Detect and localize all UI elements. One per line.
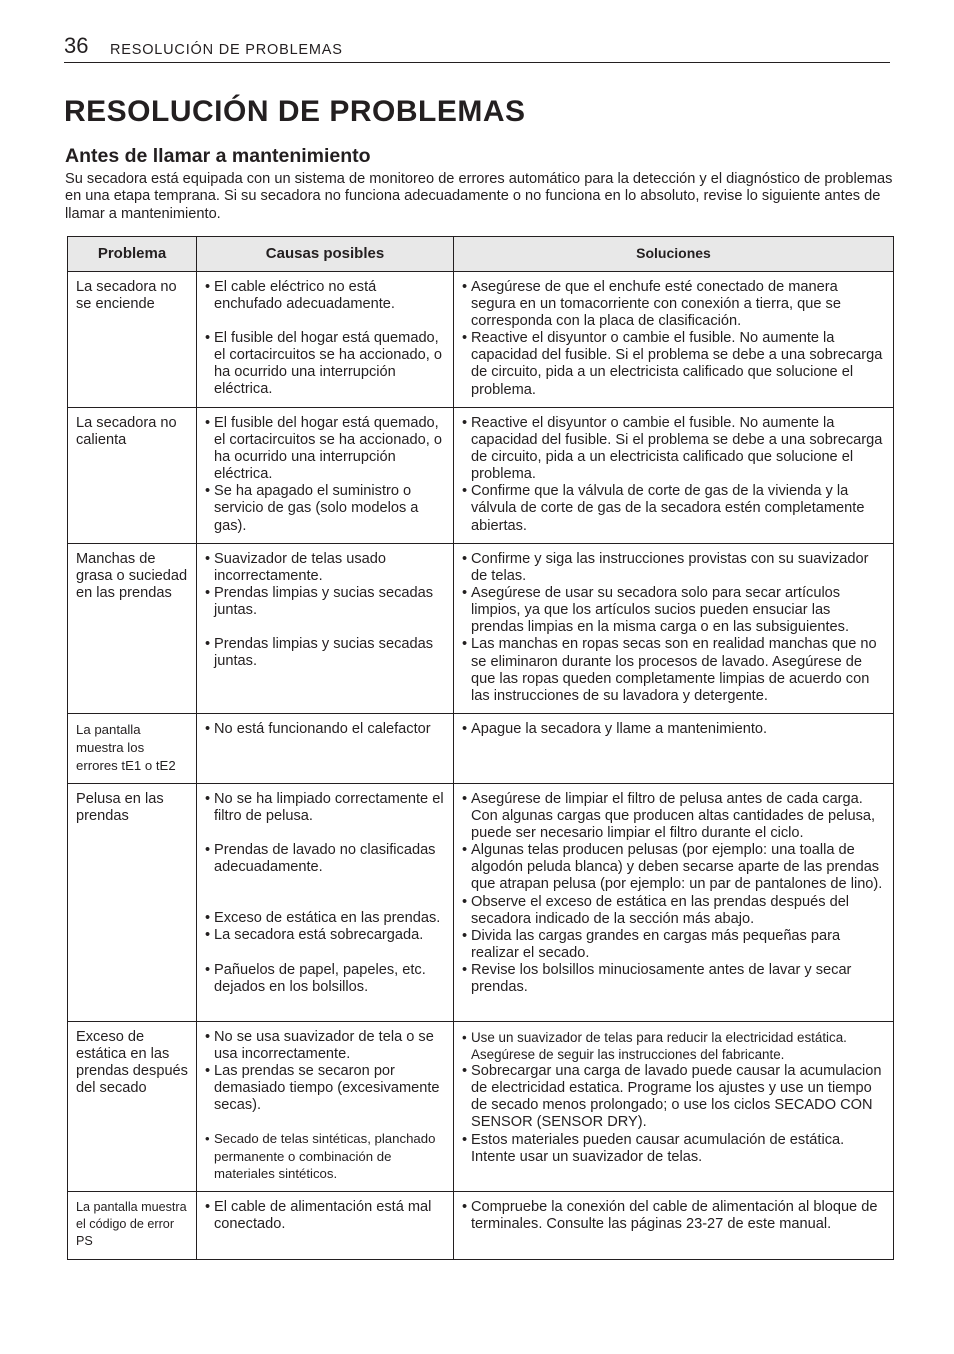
cause-item: • Prendas limpias y sucias secadas juntas.	[205, 636, 445, 670]
cause-item: • El cable eléctrico no está enchufado adecuadamente.	[205, 279, 445, 313]
cause-item: • No está funcionando el calefactor	[205, 721, 445, 738]
solutions-cell	[454, 714, 894, 784]
solutions-cell	[454, 544, 894, 714]
problem-cell: La secadora no se enciende	[68, 272, 197, 408]
solution-item: • Revise los bolsillos minuciosamente antes de lavar y secar prendas.	[462, 962, 885, 996]
cause-item: • No se usa suavizador de tela o se usa incorrectamente.	[205, 1029, 445, 1063]
cause-item: • Exceso de estática en las prendas.	[205, 910, 445, 927]
causes-cell	[197, 408, 454, 544]
table-row	[68, 544, 894, 714]
solution-item: • Confirme que la válvula de corte de gas de la vivienda y la válvula de corte de gas de la secadora estén completamente abiertas.	[462, 483, 885, 534]
table-header-row	[68, 237, 894, 272]
solution-item: • Use un suavizador de telas para reducir la electricidad estática. Asegúrese de seguir las instrucciones del fabricante.	[462, 1029, 885, 1063]
problem-cell: Manchas de grasa o suciedad en las prendas	[68, 544, 197, 714]
column-header-causes: Causas posibles	[197, 237, 454, 272]
cause-item: • Prendas de lavado no clasificadas adecuadamente.	[205, 842, 445, 876]
causes-cell	[197, 784, 454, 1022]
cause-item: • El fusible del hogar está quemado, el cortacircuitos se ha accionado, o ha ocurrido una interrupción eléctrica.	[205, 415, 445, 483]
page-title: RESOLUCIÓN DE PROBLEMAS	[64, 95, 526, 128]
cause-item: • El cable de alimentación está mal conectado.	[205, 1199, 445, 1233]
solution-item: • Algunas telas producen pelusas (por ejemplo: una toalla de algodón peluda blanca) y deben secarse aparte de las prendas que atrapan pelusa (por ejemplo: un par de pantalones de lino).	[462, 842, 885, 893]
cause-item: • Prendas limpias y sucias secadas juntas.	[205, 585, 445, 619]
running-title: RESOLUCIÓN DE PROBLEMAS	[110, 42, 343, 58]
solution-item: • Asegúrese de que el enchufe esté conectado de manera segura en un tomacorriente con conexión a tierra, que se corresponda con la placa de clasificación.	[462, 279, 885, 330]
solutions-cell	[454, 1022, 894, 1192]
troubleshooting-table	[67, 236, 894, 1260]
solutions-cell	[454, 784, 894, 1022]
causes-cell	[197, 272, 454, 408]
solution-item: • Asegúrese de limpiar el filtro de pelusa antes de cada carga. Con algunas cargas que producen altas cantidades de pelusa, puede ser necesario limpiar el filtro durante el ciclo.	[462, 791, 885, 842]
column-header-solutions: Soluciones	[454, 237, 894, 272]
page-header	[64, 32, 890, 63]
causes-cell	[197, 1192, 454, 1260]
solution-item: • Confirme y siga las instrucciones provistas con su suavizador de telas.	[462, 551, 885, 585]
solutions-cell	[454, 272, 894, 408]
solution-item: • Apague la secadora y llame a mantenimiento.	[462, 721, 885, 738]
cause-item: • No se ha limpiado correctamente el filtro de pelusa.	[205, 791, 445, 825]
cause-item: • La secadora está sobrecargada.	[205, 927, 445, 944]
solution-item: • Asegúrese de usar su secadora solo para secar artículos limpios, ya que los artículos sucios pueden ensuciar las prendas limpias en la misma carga o en las subsiguientes.	[462, 585, 885, 636]
column-header-problem: Problema	[68, 237, 197, 272]
cause-item: • Pañuelos de papel, papeles, etc. dejados en los bolsillos.	[205, 962, 445, 996]
intro-paragraph: Su secadora está equipada con un sistema de monitoreo de errores automático para la detección y el diagnóstico de problemas en una etapa temprana. Si su secadora no funciona adecuadamente o no funciona en lo absoluto, revise lo siguiente antes de llamar a mantenimiento.	[65, 171, 893, 222]
cause-item: • Suavizador de telas usado incorrectamente.	[205, 551, 445, 585]
solution-item: • Reactive el disyuntor o cambie el fusible. No aumente la capacidad del fusible. Si el problema se debe a una sobrecarga de circuito, pida a un electricista calificado que solucione el problema.	[462, 330, 885, 398]
solution-item: • Observe el exceso de estática en las prendas después del secadora indicado de la sección más abajo.	[462, 894, 885, 928]
problem-cell: La pantalla muestra el código de error PS	[68, 1192, 197, 1260]
table-row	[68, 1192, 894, 1260]
causes-cell	[197, 1022, 454, 1192]
causes-cell	[197, 714, 454, 784]
cause-item: • El fusible del hogar está quemado, el cortacircuitos se ha accionado, o ha ocurrido una interrupción eléctrica.	[205, 330, 445, 398]
cause-item: • Secado de telas sintéticas, planchado permanente o combinación de materiales sintéticos.	[205, 1130, 445, 1181]
section-subtitle: Antes de llamar a mantenimiento	[65, 145, 371, 167]
solution-item: • Reactive el disyuntor o cambie el fusible. No aumente la capacidad del fusible. Si el problema se debe a una sobrecarga de circuito, pida a un electricista calificado que solucione el problema.	[462, 415, 885, 483]
table-row	[68, 408, 894, 544]
solution-item: • Sobrecargar una carga de lavado puede causar la acumulacion de electricidad estatica. Programe los ajustes y use un tiempo de secado menos prolongado; o use los ciclos SECADO CON SENSOR (SENSOR DRY).	[462, 1063, 885, 1131]
solution-item: • Las manchas en ropas secas son en realidad manchas que no se eliminaron durante los procesos de lavado. Asegúrese de que las ropas queden completamente limpias de acuerdo con las instrucciones de su lavadora y detergente.	[462, 636, 885, 704]
solution-item: • Estos materiales pueden causar acumulación de estática. Intente usar un suavizador de telas.	[462, 1132, 885, 1166]
problem-cell: La pantalla muestra los errores tE1 o tE2	[68, 714, 197, 784]
problem-cell: La secadora no calienta	[68, 408, 197, 544]
solution-item: • Divida las cargas grandes en cargas más pequeñas para realizar el secado.	[462, 928, 885, 962]
cause-item: • Se ha apagado el suministro o servicio de gas (solo modelos a gas).	[205, 483, 445, 534]
solutions-cell	[454, 408, 894, 544]
solution-item: • Compruebe la conexión del cable de alimentación al bloque de terminales. Consulte las páginas 23-27 de este manual.	[462, 1199, 885, 1233]
page-number: 36	[64, 33, 89, 58]
table-row	[68, 272, 894, 408]
table-row	[68, 1022, 894, 1192]
causes-cell	[197, 544, 454, 714]
table-row	[68, 714, 894, 784]
table-row	[68, 784, 894, 1022]
problem-cell: Exceso de estática en las prendas después del secado	[68, 1022, 197, 1192]
problem-cell: Pelusa en las prendas	[68, 784, 197, 1022]
solutions-cell	[454, 1192, 894, 1260]
cause-item: • Las prendas se secaron por demasiado tiempo (excesivamente secas).	[205, 1063, 445, 1114]
